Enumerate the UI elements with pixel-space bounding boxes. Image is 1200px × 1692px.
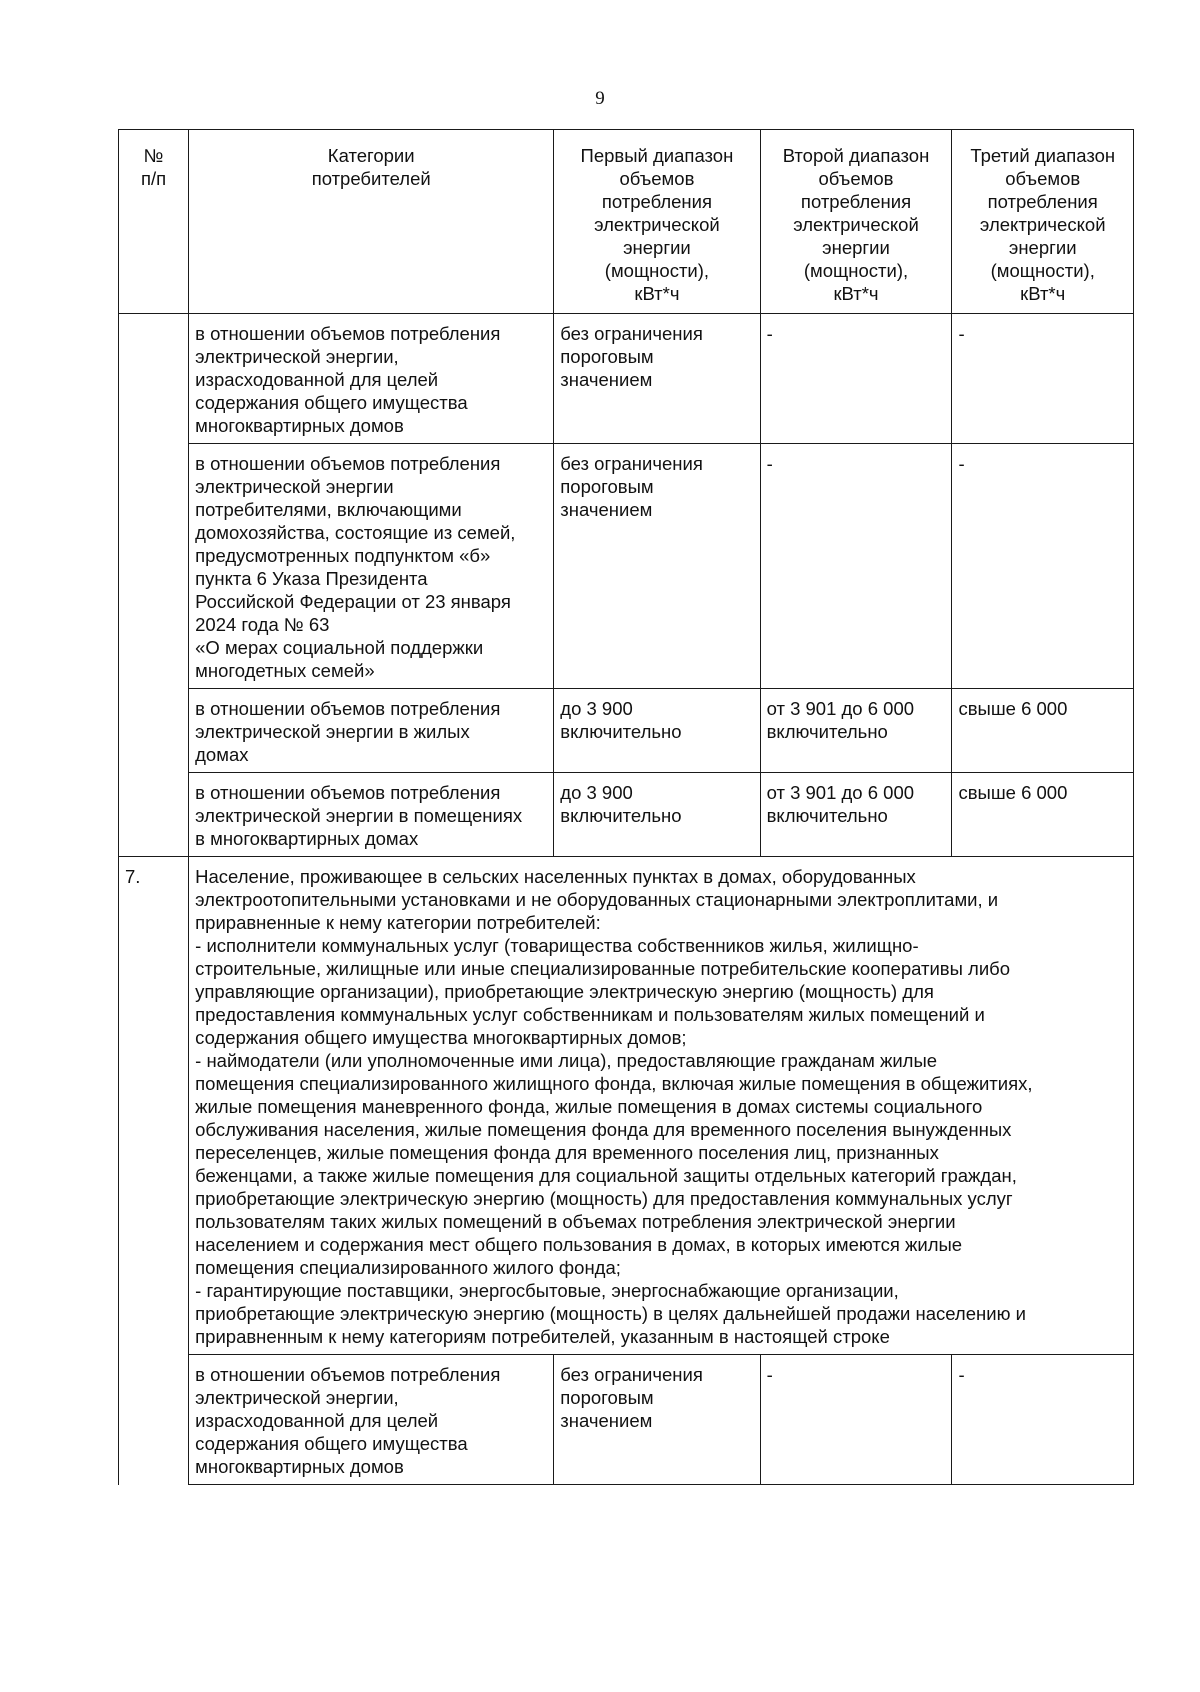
row-range3: - xyxy=(952,314,1134,444)
row-category: в отношении объемов потребления электрической энергии, израсходованной для целей содержания общего имущества многоквартирных домов xyxy=(189,314,554,444)
row-range1: без ограничения пороговым значением xyxy=(554,314,760,444)
row-range3: - xyxy=(952,444,1134,689)
section-description: Население, проживающее в сельских населенных пунктах в домах, оборудованных электроотопительными установками и не оборудованных стационарными электроплитами, и приравненные к нему категории потребителей: - исполнители коммунальных услуг (товарищества собственников жилья, жилищно- строительные, жилищные или иные специализированные потребительские кооперативы либо управляющие организации), приобретающие электрическую энергию (мощность) для предоставления коммунальных услуг собственникам и пользователям жилых помещений и содержания общего имущества многоквартирных домов; - наймодатели (или уполномоченные ими лица), предоставляющие гражданам жилые помещения специализированного жилищного фонда, включая жилые помещения в общежитиях, жилые помещения маневренного фонда, жилые помещения в домах системы социального обслуживания населения, жилые помещения фонда для временного поселения вынужденных переселенцев, жилые помещения фонда для временного поселения лиц, признанных беженцами, а также жилые помещения для социальной защиты отдельных категорий граждан, приобретающие электрическую энергию (мощность) для предоставления коммунальных услуг пользователям таких жилых помещений в объемах потребления электрической энергии населением и содержания мест общего пользования в домах, в которых имеются жилые помещения специализированного жилого фонда; - гарантирующие поставщики, энергосбытовые, энергоснабжающие организации, приобретающие электрическую энергию (мощность) в целях дальнейшей продажи населению и приравненным к нему категориям потребителей, указанным в настоящей строке xyxy=(189,857,1134,1355)
row-number-empty xyxy=(119,314,189,857)
row-range2: - xyxy=(760,314,952,444)
row-range2: от 3 901 до 6 000 включительно xyxy=(760,773,952,857)
header-range2: Второй диапазон объемов потребления электрической энергии (мощности), кВт*ч xyxy=(760,130,952,314)
table-row xyxy=(119,314,1134,444)
row-range1: без ограничения пороговым значением xyxy=(554,1355,760,1485)
tariff-ranges-table xyxy=(118,129,1134,1485)
table-row xyxy=(119,444,1134,689)
row-category: в отношении объемов потребления электрической энергии в помещениях в многоквартирных домах xyxy=(189,773,554,857)
header-num: № п/п xyxy=(119,130,189,314)
row-range1: без ограничения пороговым значением xyxy=(554,444,760,689)
row-range1: до 3 900 включительно xyxy=(554,773,760,857)
header-category: Категории потребителей xyxy=(189,130,554,314)
page-number: 9 xyxy=(595,88,605,109)
row-category: в отношении объемов потребления электрической энергии потребителями, включающими домохозяйства, состоящие из семей, предусмотренных подпунктом «б» пункта 6 Указа Президента Российской Федерации от 23 января 2024 года № 63 «О мерах социальной поддержки многодетных семей» xyxy=(189,444,554,689)
row-range2: - xyxy=(760,444,952,689)
row-range3: свыше 6 000 xyxy=(952,773,1134,857)
row-category: в отношении объемов потребления электрической энергии, израсходованной для целей содержания общего имущества многоквартирных домов xyxy=(189,1355,554,1485)
table-row xyxy=(119,689,1134,773)
table-header-row xyxy=(119,130,1134,314)
row-range2: - xyxy=(760,1355,952,1485)
row-range3: свыше 6 000 xyxy=(952,689,1134,773)
section-row-7 xyxy=(119,857,1134,1355)
header-range1: Первый диапазон объемов потребления электрической энергии (мощности), кВт*ч xyxy=(554,130,760,314)
header-range3: Третий диапазон объемов потребления электрической энергии (мощности), кВт*ч xyxy=(952,130,1134,314)
row-range2: от 3 901 до 6 000 включительно xyxy=(760,689,952,773)
row-range1: до 3 900 включительно xyxy=(554,689,760,773)
table-row xyxy=(119,773,1134,857)
section-number: 7. xyxy=(119,857,189,1485)
row-range3: - xyxy=(952,1355,1134,1485)
table-row xyxy=(119,1355,1134,1485)
row-category: в отношении объемов потребления электрической энергии в жилых домах xyxy=(189,689,554,773)
